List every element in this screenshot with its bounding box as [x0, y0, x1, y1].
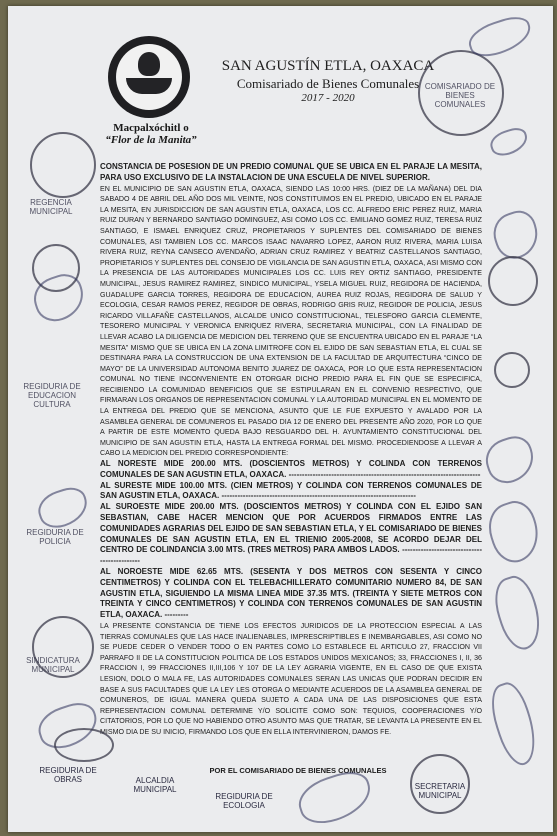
- seal-top-right-label: COMISARIADO DE BIENES COMUNALES: [424, 82, 496, 109]
- boundary-northeast: AL NORESTE MIDE 200.00 MTS. (DOSCIENTOS METROS) Y COLINDA CON TERRENOS COMUNALES DE SAN AGUSTIN ETLA, OAXACA. ------------------------------------------------------------------------: [100, 459, 482, 479]
- stamp-bottom-right: SECRETARIA MUNICIPAL: [414, 782, 466, 800]
- stamp-left-4: SINDICATURA MUNICIPAL: [26, 656, 80, 674]
- paragraph-1: EN EL MUNICIPIO DE SAN AGUSTIN ETLA, OAXACA, SIENDO LAS 10:00 HRS. (DIEZ DE LA MAÑANA) DEL DIA SABADO 4 DE ABRIL DEL AÑO DOS MIL VEINTE, NOS CONSTITUIMOS EN EL PREDIO, UBICADO EN EL PARAJE LA MESITA, EN JURISDICCION DE SAN AGUSTIN ETLA, OAXACA, LOS CC. ALFREDO ERIC PEREZ RUIZ, MARIA RUIZ DURAN Y BERNARDO SANTIAGO DOMINGUEZ, ASI COMO LOS CC. EMILIANO GOMEZ RUIZ, TERESA RUIZ SANTIAGO, E ISMAEL ENRIQUEZ CRUZ, PROPIETARIOS Y SUPLENTES DEL COMISARIADO DE BIENES COMUNALES, ASI TAMBIEN LOS CC. MARCOS ISAAC NAVARRO LOPEZ, AARON RUIZ RIVERA, MARIA LUISA RIVERA RUIZ, REYNA CANSECO AVENDAÑO, ADRIAN CRUZ RAMIREZ Y BEATRIZ CASTELLANOS SANTIAGO, PROPIETARIOS Y SUPLENTES DEL CONSEJO DE VIGILANCIA DE SAN AGUSTIN ETLA, OAXACA, ASI MISMO CON LA PRESENCIA DE LAS AUTORIDADES MUNICIPALES LOS CC. LUIS REY ORTIZ SANTIAGO, PRESIDENTE MUNICIPAL, JESUS RAMIREZ RAMIREZ, SINDICO MUNICIPAL, YSELA MIGUEL RUIZ, REGIDORA DE HACIENDA, GUADALUPE GARCIA TORRES, REGIDORA DE EDUCACION, AUREA RUIZ ROJAS, REGIDORA DE SALUD Y ECOLOGIA, CESAR RAMOS PEREZ, REGIDOR DE OBRAS, RODRIGO GRIS RUIZ, REGIDOR DE POLICIA, JESUS RICARDO VILLAFAÑE CASTELLANOS, ALCALDE UNICO CONSTITUCIONAL, TELESFORO GARCIA CLEMENTE, TESORERO MUNICIPAL Y VERONICA ENRIQUEZ RIVERA, SECRETARIA MUNICIPAL, CON LA FINALIDAD DE LLEVAR ACABO LA DILIGENCIA DE MEDICION DEL TERRENO QUE SE ENCUENTRA UBICADO EN EL PARAJE “LA MESITA” MISMO QUE SE UBICA EN LA ZONA LIMITROFE CON EL EJIDO DE SAN SEBASTIAN ETLA, EL CUAL SE DESTINARA PARA LA CONSTRUCCION DE UNA EXTENSION DE LA FACULTAD DE ARQUITECTURA “CINCO DE MAYO” DE LA UNIVERSIDAD AUTONOMA BENITO JUAREZ DE OAXACA, POR LO QUE ESTA REPRESENTACION COMUNAL NO TIENE INCONVENIENTE EN OTORGAR DICHO PREDIO PARA EL FIN QUE SE ESPECIFICA, RECIBIENDO LA COMUNIDAD BENEFICIOS QUE SE ESTIPULARAN EN EL CONVENIO RESPECTIVO, QUE FIRMARAN LOS ORGANOS DE REPRESENTACION COMUNAL Y LA AUTORIDAD MUNICIPAL EN EL MOMENTO DE LA ENTREGA DEL PREDIO QUE SE MENCIONA, ASUNTO QUE LE FUE EXPUESTO Y AVALADO POR LA ASAMBLEA GENERAL DE COMUNEROS EL PASADO DIA 12 DE ENERO DEL PRESENTE AÑO 2020, POR LO QUE A PARTIR DE ESTE MOMENTO QUEDA BAJO RESGUARDO DEL H. AYUNTAMIENTO CONSTITUCIONAL DEL MUNICIPIO DE SAN AGUSTIN ETLA, HASTA LA ENTREGA FORMAL DEL MISMO. PROCEDIENDOSE A LLEVAR A CABO LA MEDICION DEL PREDIO CORRESPONDIENTE:: [100, 184, 482, 458]
- signature-scribble: [488, 572, 549, 655]
- boundary-southeast: AL SURESTE MIDE 100.00 MTS. (CIEN METROS) Y COLINDA CON TERRENOS COMUNALES DE SAN AGUSTIN ETLA, OAXACA. -------------------------------------------------------------------------: [100, 480, 482, 501]
- stamp-bottom-mid2: REGIDURIA DE ECOLOGIA: [215, 792, 273, 810]
- header-subtitle: Comisariado de Bienes Comunales: [236, 76, 420, 91]
- org-motto: “Flor de la Manita”: [105, 134, 197, 146]
- signature-scribble: [487, 125, 531, 160]
- seal-right-2: [494, 352, 530, 388]
- signature-scribble: [465, 12, 536, 62]
- stamp-bottom-left: REGIDURIA DE OBRAS: [39, 766, 97, 784]
- signature-scribble: [488, 206, 544, 263]
- boundary-northwest: AL NOROESTE MIDE 62.65 MTS. (SESENTA Y DOS METROS CON SESENTA Y CINCO CENTIMETROS) Y COLINDA CON EL TELEBACHILLERATO COMUNITARIO NUMERO 84, DE SAN AGUSTIN ETLA, SIGUIENDO LA MISMA LINEA MIDE 37.35 MTS. (TREINTA Y SIETE METROS CON TREINTA Y CINCO CENTIMETROS) Y COLINDA CON TERRENOS COMUNALES DE SAN AGUSTIN ETLA, OAXACA. ---------: [100, 567, 482, 620]
- signature-scribble: [34, 483, 93, 533]
- document-body: [100, 162, 482, 738]
- org-name: Macpalxóchitl o: [113, 122, 189, 134]
- header-title: SAN AGUSTÍN ETLA, OAXACA: [221, 58, 435, 74]
- seal-left-1: [30, 132, 96, 198]
- document-heading: CONSTANCIA DE POSESION DE UN PREDIO COMUNAL QUE SE UBICA EN EL PARAJE LA MESITA, PARA USO EXCLUSIVO DE LA INSTALACION DE UNA ESCUELA DE NIVEL SUPERIOR.: [100, 162, 482, 182]
- stamp-bottom-mid: ALCALDIA MUNICIPAL: [133, 776, 177, 794]
- community-logo: [108, 36, 190, 118]
- signature-scribble: [293, 766, 377, 831]
- signature-scribble: [480, 432, 539, 489]
- signature-caption: POR EL COMISARIADO DE BIENES COMUNALES: [209, 766, 387, 775]
- header-years: 2017 - 2020: [301, 92, 355, 104]
- stamp-left-2: REGIDURIA DE EDUCACION CULTURA: [23, 382, 81, 409]
- paragraph-legal: LA PRESENTE CONSTANCIA DE TIENE LOS EFECTOS JURIDICOS DE LA PROTECCION ESPECIAL A LAS TIERRAS COMUNALES QUE LAS HACE INALIENABLES, IMPRESCRIPTIBLES E INEMBARGABLES, ASI COMO NO SE PUEDE CEDER O VENDER TODO O EN PARTES COMO LO ESTABLECE EL ARTICULO 27, FRACCION VII PARRAFO II DE LA CONSTITUCION POLITICA DE LOS ESTADOS UNIDOS MEXICANOS; 33, FRACCIONES I, II, 36 FRACCION I, 99 FRACCIONES II,III,106 Y 107 DE LA LEY AGRARIA VIGENTE, EN EL CASO DE QUE EXISTA LESION, DOLO O MALA FE, LAS AUTORIDADES COMUNALES SERAN LAS UNICAS QUE PODRAN DECIDIR EN BASE A SUS FACULTADES QUE LA LEY LES OTORGA O MEDIANTE ACUERDOS DE LA ASAMBLEA GENERAL DE COMUNEROS, DE IGUAL MANERA QUEDA SUJETO A CADA UNA DE LAS DISPOSICIONES QUE ESTA REPRESENTACION COMUNAL DETERMINE Y/O SOLICITE COMO SON: TEQUIOS, COOPERACIONES Y/O CITATORIOS, POR LO QUE NO HABIENDO OTRO ASUNTO MAS QUE TRATAR, SE LEVANTA LA PRESENTE EN EL MISMO DIA DE SU INICIO, FIRMANDO LOS QUE EN ELLA INTERVINIERON, DAMOS FE.: [100, 621, 482, 736]
- stamp-left-1: REGENCIA MUNICIPAL: [29, 198, 73, 216]
- signature-scribble: [484, 678, 544, 769]
- signature-scribble: [482, 496, 546, 568]
- seal-right-1: [488, 256, 538, 306]
- boundary-southwest: AL SUROESTE MIDE 200.00 MTS. (DOSCIENTOS METROS) Y COLINDA CON EL EJIDO SAN SEBASTIAN, CABE HACER MENCION QUE POR ACUERDOS FIRMADOS ENTRE LAS COMUNIDADES AGRARIAS DEL EJIDO DE SAN SEBASTIAN ETLA, Y EL COMISARIADO DE BIENES COMUNALES DE SAN AGUSTIN ETLA, EN EL TRIENIO 2005-2008, SE ACORDO DEJAR DEL CENTRO DE COLINDANCIA 3.00 MTS. (TRES METROS) PARA AMBOS LADOS. ---------------------------------------------: [100, 502, 482, 566]
- stamp-left-3: REGIDURIA DE POLICIA: [26, 528, 84, 546]
- document-sheet: [8, 6, 553, 832]
- seal-bottom-left: [54, 728, 114, 762]
